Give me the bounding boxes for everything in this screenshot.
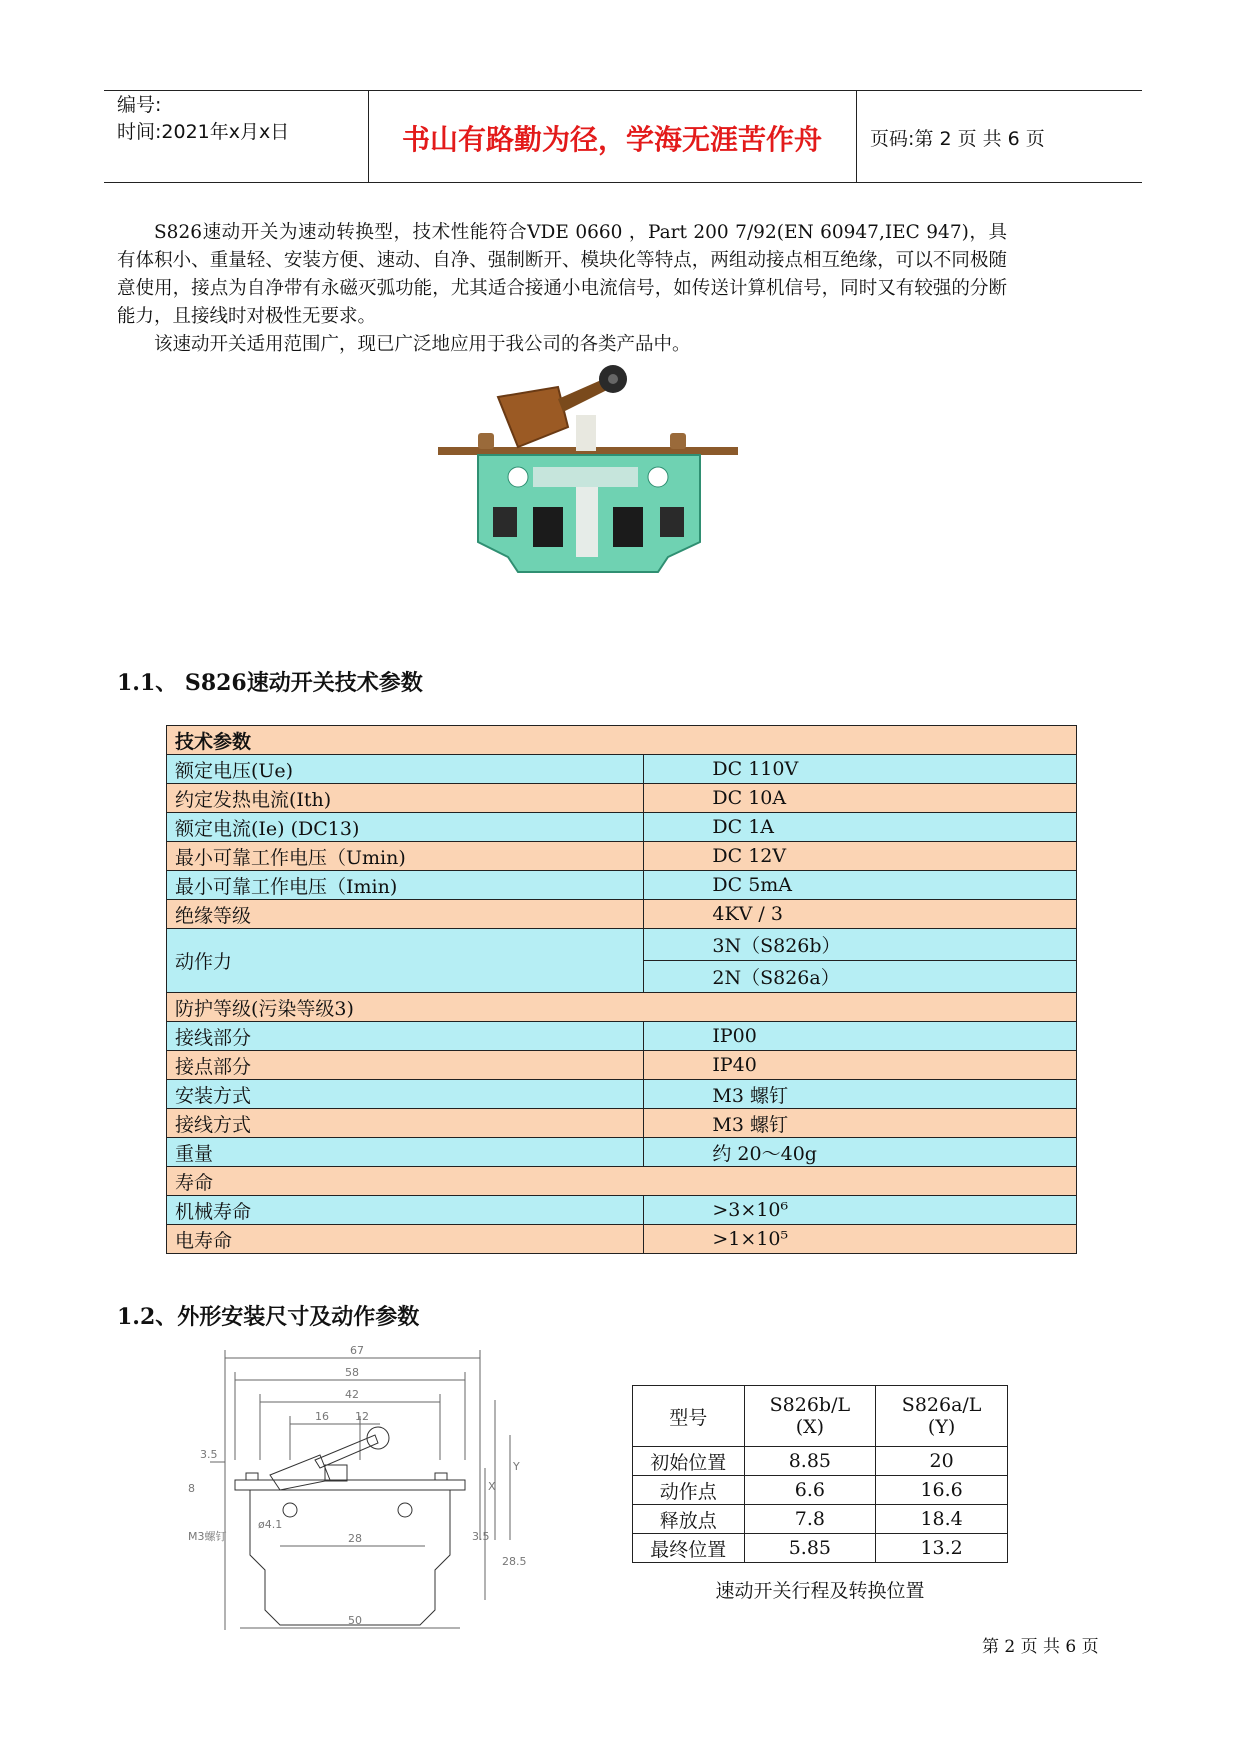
table-row xyxy=(633,1505,1008,1534)
table-row xyxy=(167,842,1077,871)
dim-hole: ø4.1 xyxy=(258,1518,283,1531)
dim-67: 67 xyxy=(350,1344,364,1357)
param-label: 接线部分 xyxy=(167,1022,644,1051)
table-row xyxy=(167,993,1077,1022)
col-s826a-name: S826a/L xyxy=(901,1394,982,1416)
param-value: DC 1A xyxy=(644,813,1077,842)
dim-3-5: 3.5 xyxy=(200,1448,218,1461)
row-y: 16.6 xyxy=(876,1476,1008,1505)
dim-x: X xyxy=(488,1480,496,1493)
table-row xyxy=(167,1080,1077,1109)
header-bottom-rule xyxy=(104,182,1142,183)
row-y: 20 xyxy=(876,1447,1008,1476)
row-x: 7.8 xyxy=(744,1505,876,1534)
dim-28: 28 xyxy=(348,1532,362,1545)
table-row xyxy=(167,871,1077,900)
screw-label: M3螺钉 xyxy=(188,1530,227,1543)
dim-3-5-v: 3.5 xyxy=(472,1530,490,1543)
param-value: 约 20～40g xyxy=(644,1138,1077,1167)
travel-table xyxy=(632,1385,1008,1563)
header-divider-left xyxy=(368,90,369,182)
param-group-protection: 防护等级(污染等级3) xyxy=(167,993,1077,1022)
table-row xyxy=(167,1109,1077,1138)
table-header-row xyxy=(167,726,1077,755)
param-value: IP00 xyxy=(644,1022,1077,1051)
param-label: 重量 xyxy=(167,1138,644,1167)
col-s826a xyxy=(876,1386,1008,1447)
param-value: M3 螺钉 xyxy=(644,1080,1077,1109)
table-header: 技术参数 xyxy=(167,726,1077,755)
param-label: 约定发热电流(Ith) xyxy=(167,784,644,813)
param-label: 额定电压(Ue) xyxy=(167,755,644,784)
doc-date: 时间:2021年x月x日 xyxy=(117,121,290,143)
param-label: 接线方式 xyxy=(167,1109,644,1138)
param-label: 电寿命 xyxy=(167,1225,644,1254)
switch-product-photo xyxy=(438,357,738,582)
table-row xyxy=(167,813,1077,842)
table-row xyxy=(167,1225,1077,1254)
row-y: 13.2 xyxy=(876,1534,1008,1563)
travel-table-caption: 速动开关行程及转换位置 xyxy=(715,1580,925,1602)
row-name: 释放点 xyxy=(633,1505,745,1534)
table-row xyxy=(633,1476,1008,1505)
param-value: 4KV / 3 xyxy=(644,900,1077,929)
footer-page-number: 第 2 页 共 6 页 xyxy=(982,1637,1099,1657)
table-row xyxy=(167,784,1077,813)
row-x: 5.85 xyxy=(744,1534,876,1563)
col-s826b xyxy=(744,1386,876,1447)
header-motto: 书山有路勤为径，学海无涯苦作舟 xyxy=(401,123,822,156)
dimension-drawing xyxy=(180,1340,540,1650)
param-value: M3 螺钉 xyxy=(644,1109,1077,1138)
table-row xyxy=(167,755,1077,784)
table-row xyxy=(167,929,1077,961)
param-value: DC 5mA xyxy=(644,871,1077,900)
section-2-title: 1.2、外形安装尺寸及动作参数 xyxy=(117,1304,420,1330)
dim-16: 16 xyxy=(315,1410,329,1423)
header-top-rule xyxy=(104,90,1142,91)
intro-text xyxy=(117,219,1007,359)
param-label: 额定电流(Ie) (DC13) xyxy=(167,813,644,842)
row-name: 初始位置 xyxy=(633,1447,745,1476)
param-label: 绝缘等级 xyxy=(167,900,644,929)
param-label: 最小可靠工作电压（Umin) xyxy=(167,842,644,871)
table-row xyxy=(167,1167,1077,1196)
param-group-life: 寿命 xyxy=(167,1167,1077,1196)
param-label: 安装方式 xyxy=(167,1080,644,1109)
row-x: 6.6 xyxy=(744,1476,876,1505)
doc-number-label: 编号: xyxy=(117,94,162,116)
intro-paragraph-2: 该速动开关适用范围广，现已广泛地应用于我公司的各类产品中。 xyxy=(154,334,691,355)
param-value-force-a: 2N（S826a） xyxy=(644,961,1077,993)
table-row xyxy=(633,1447,1008,1476)
col-model: 型号 xyxy=(633,1386,745,1447)
col-s826b-symbol: (X) xyxy=(795,1416,825,1438)
header-divider-right xyxy=(856,90,857,182)
parameters-table xyxy=(166,725,1077,1254)
param-label-force: 动作力 xyxy=(167,929,644,993)
param-value: >1×10⁵ xyxy=(644,1225,1077,1254)
dim-y: Y xyxy=(513,1460,520,1473)
col-s826b-name: S826b/L xyxy=(769,1394,851,1416)
row-name: 最终位置 xyxy=(633,1534,745,1563)
param-value: DC 110V xyxy=(644,755,1077,784)
dim-8: 8 xyxy=(188,1482,195,1495)
header-page-number: 页码:第 2 页 共 6 页 xyxy=(870,128,1045,150)
table-row xyxy=(167,1138,1077,1167)
col-s826a-symbol: (Y) xyxy=(927,1416,956,1438)
dimension-labels xyxy=(188,1344,527,1627)
param-label: 机械寿命 xyxy=(167,1196,644,1225)
dim-50: 50 xyxy=(348,1614,362,1627)
dim-28-5: 28.5 xyxy=(502,1555,527,1568)
row-y: 18.4 xyxy=(876,1505,1008,1534)
dim-42: 42 xyxy=(345,1388,359,1401)
row-name: 动作点 xyxy=(633,1476,745,1505)
param-value: DC 10A xyxy=(644,784,1077,813)
param-label: 接点部分 xyxy=(167,1051,644,1080)
table-row xyxy=(167,1022,1077,1051)
table-row xyxy=(167,1051,1077,1080)
table-row xyxy=(167,1196,1077,1225)
param-value-force-b: 3N（S826b） xyxy=(644,929,1077,961)
param-value: DC 12V xyxy=(644,842,1077,871)
table-row xyxy=(633,1534,1008,1563)
param-value: IP40 xyxy=(644,1051,1077,1080)
param-label: 最小可靠工作电压（Imin) xyxy=(167,871,644,900)
param-value: >3×10⁶ xyxy=(644,1196,1077,1225)
section-1-title: 1.1、 S826速动开关技术参数 xyxy=(117,670,423,696)
table-row xyxy=(167,900,1077,929)
dim-12: 12 xyxy=(355,1410,369,1423)
intro-paragraph-1: S826速动开关为速动转换型，技术性能符合VDE 0660 ，Part 200 7/92(EN 60947,IEC 947)，具有体积小、重量轻、安装方便、速动、自净、强制断开、模块化等特点，两组动接点相互绝缘，可以不同极随意使用，接点为自净带有永磁灭弧功能，尤其适合接通小电流信号，如传送计算机信号，同时又有较强的分断能力，且接线时对极性无要求。 xyxy=(117,222,1007,327)
row-x: 8.85 xyxy=(744,1447,876,1476)
table-header-row xyxy=(633,1386,1008,1447)
dim-58: 58 xyxy=(345,1366,359,1379)
header-meta xyxy=(117,92,289,146)
